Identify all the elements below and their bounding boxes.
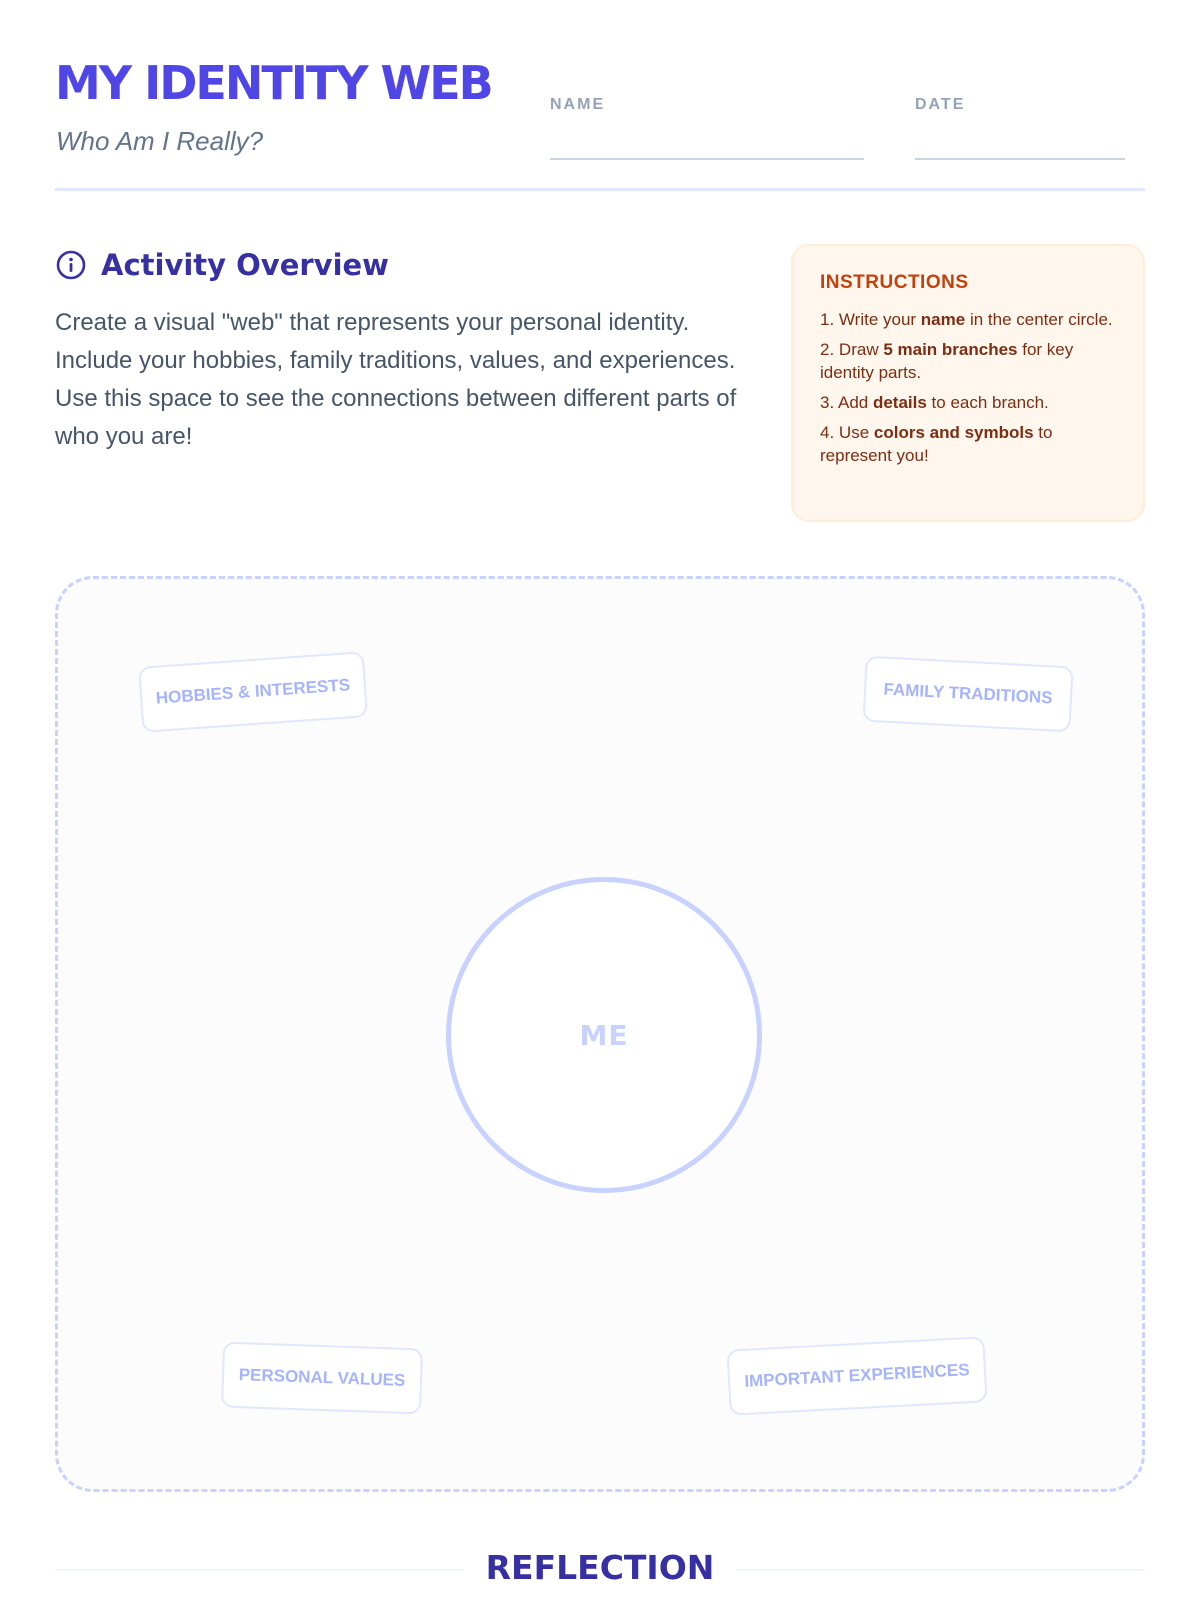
instruction-item: 3. Add details to each branch. [820, 393, 1049, 412]
worksheet-title: MY IDENTITY WEB [55, 56, 492, 110]
name-field[interactable] [550, 158, 864, 160]
branch-tag-hobbies: HOBBIES & INTERESTS [138, 651, 368, 733]
instruction-item: 2. Draw 5 main branches for key identity parts. [820, 340, 1074, 382]
branch-tag-experiences: IMPORTANT EXPERIENCES [726, 1336, 987, 1415]
overview-heading [55, 248, 389, 282]
info-circle-icon [55, 249, 87, 281]
name-field-label: NAME [550, 96, 606, 113]
reflection-heading: REFLECTION [55, 1548, 1145, 1587]
branch-tag-values: PERSONAL VALUES [221, 1342, 423, 1415]
instruction-item: 1. Write your name in the center circle. [820, 310, 1113, 329]
worksheet-subtitle: Who Am I Really? [56, 126, 264, 156]
date-field-label: DATE [915, 96, 966, 113]
header-divider [55, 188, 1145, 191]
overview-title: Activity Overview [101, 248, 389, 282]
identity-web-canvas[interactable] [55, 576, 1145, 1492]
center-me-circle[interactable] [446, 877, 762, 1193]
instructions-list [820, 308, 1117, 467]
center-me-label: ME [579, 1018, 629, 1052]
instruction-item: 4. Use colors and symbols to represent you! [820, 423, 1053, 465]
branch-tag-family: FAMILY TRADITIONS [862, 656, 1073, 733]
date-field[interactable] [915, 158, 1125, 160]
overview-body: Create a visual "web" that represents your personal identity. Include your hobbies, family traditions, values, and experiences. Use this space to see the connections between different parts of who you are! [55, 309, 737, 450]
instructions-title: INSTRUCTIONS [820, 272, 969, 293]
instructions-box [791, 244, 1145, 522]
